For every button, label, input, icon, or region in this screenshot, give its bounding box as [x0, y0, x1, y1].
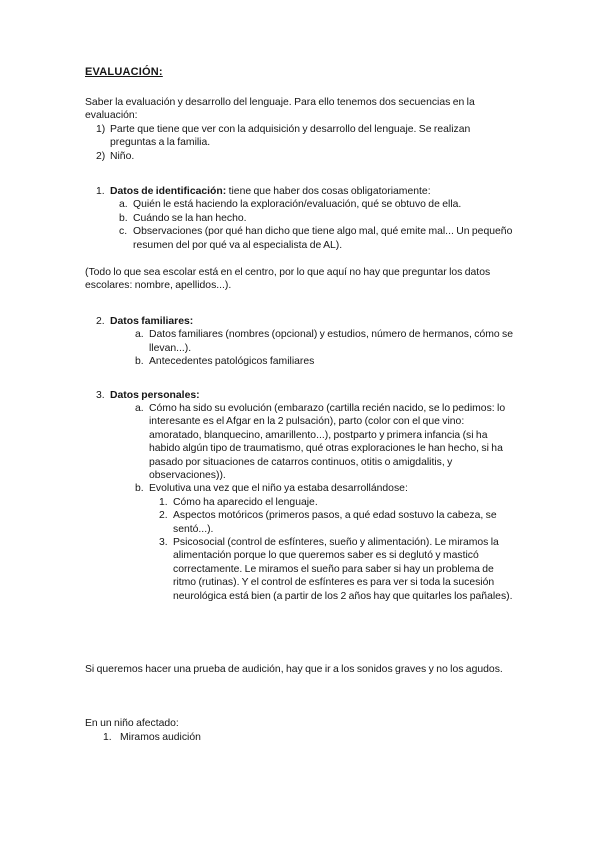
section-heading-text [110, 185, 518, 198]
list-marker: a. [135, 329, 144, 341]
audition-note-paragraph: Si queremos hacer una prueba de audición, hay que ir a los sonidos graves y no los agudos. [85, 664, 503, 675]
list-item-text: Miramos audición [120, 731, 201, 743]
list-item-text: Niño. [110, 150, 135, 162]
list-marker: 3. [159, 536, 168, 548]
list-item-text: Cuándo se la han hecho. [133, 212, 247, 224]
list-marker: 1. [159, 496, 168, 508]
section-datos-familiares [85, 315, 518, 369]
list-item-text: Cómo ha aparecido el lenguaje. [173, 496, 318, 508]
list-item [85, 536, 518, 603]
list-marker: c. [119, 226, 128, 238]
list-item-text: Evolutiva una vez que el niño ya estaba desarrollándose: [149, 483, 408, 495]
list-marker: a. [135, 402, 144, 414]
list-item [85, 198, 518, 211]
list-item-text: Parte que tiene que ver con la adquisición y desarrollo del lenguaje. Se realizan preguntas a la familia. [110, 123, 471, 149]
list-item [85, 496, 518, 509]
list-item [85, 212, 518, 225]
list-item-text: Observaciones (por qué han dicho que tiene algo mal, qué emite mal... Un pequeño resumen del por qué va al especialista de AL). [133, 226, 513, 251]
list-item [85, 355, 518, 368]
section-heading [85, 315, 518, 328]
intro-paragraph: Saber la evaluación y desarrollo del lenguaje. Para ello tenemos dos secuencias en la evaluación: [85, 97, 475, 122]
list-item [85, 150, 518, 163]
section-label: Datos de identificación: [110, 186, 227, 198]
list-marker: b. [135, 356, 144, 368]
list-item-text: Quién le está haciendo la exploración/evaluación, qué se obtuvo de ella. [133, 199, 462, 211]
list-marker: 2) [96, 150, 106, 162]
list-marker: 1. [96, 186, 105, 198]
section-datos-identificacion [85, 185, 518, 252]
list-item-text: Antecedentes patológicos familiares [149, 356, 315, 368]
list-item [85, 402, 518, 482]
list-item-text: Psicosocial (control de esfínteres, sueño y alimentación). Le miramos la alimentación porque lo que queremos saber es si deglutó y masticó correctamente. Le miramos el sueño para saber si hay un problema de ritmo (rutinas). Y el control de esfínteres es para ver si toda la sucesión neurológica está bien (a partir de los 2 años hay que quitarles los pañales). [173, 536, 513, 602]
list-item-text: Datos familiares (nombres (opcional) y estudios, número de hermanos, cómo se llevan...). [149, 329, 514, 354]
list-item [85, 482, 518, 495]
section-datos-personales [85, 389, 518, 604]
sequence-list [85, 123, 518, 163]
affected-heading: En un niño afectado: [85, 718, 179, 730]
section-label-rest: tiene que haber dos cosas obligatoriamente: [226, 186, 431, 198]
section-heading [85, 389, 518, 402]
list-item [85, 225, 518, 252]
section-heading [85, 185, 518, 198]
list-item [85, 123, 518, 150]
list-marker: 2. [96, 315, 105, 327]
list-marker: 1) [96, 123, 106, 135]
list-marker: b. [135, 483, 144, 495]
section-label: Datos personales: [110, 389, 200, 401]
list-item-text: Cómo ha sido su evolución (embarazo (cartilla recién nacido, se lo pedimos: lo interesante es el Afgar en la 2 pulsación), parto (color con el que vino: amoratado, blanquecino, amarillento...), postparto y primera infancia (si ha habido algún tipo de traumatismo, qué otras exploraciones le han hecho, si ha pasado por situaciones de catarros continuos, otitis o amigdalitis, y observaciones)). [149, 402, 506, 481]
affected-list [85, 731, 518, 744]
list-marker: 1. [103, 731, 112, 743]
list-marker: 2. [159, 510, 168, 522]
page-title: EVALUACIÓN: [85, 66, 163, 78]
section-label: Datos familiares: [110, 315, 194, 327]
aside-note-paragraph: (Todo lo que sea escolar está en el centro, por lo que aquí no hay que preguntar los datos escolares: nombre, apellidos...). [85, 267, 491, 292]
list-item [85, 509, 518, 536]
list-item-text: Aspectos motóricos (primeros pasos, a qué edad sostuvo la cabeza, se sentó...). [173, 510, 497, 535]
list-marker: b. [119, 212, 128, 224]
list-marker: 3. [96, 389, 105, 401]
list-item [85, 328, 518, 355]
list-item [85, 731, 518, 744]
list-marker: a. [119, 199, 128, 211]
